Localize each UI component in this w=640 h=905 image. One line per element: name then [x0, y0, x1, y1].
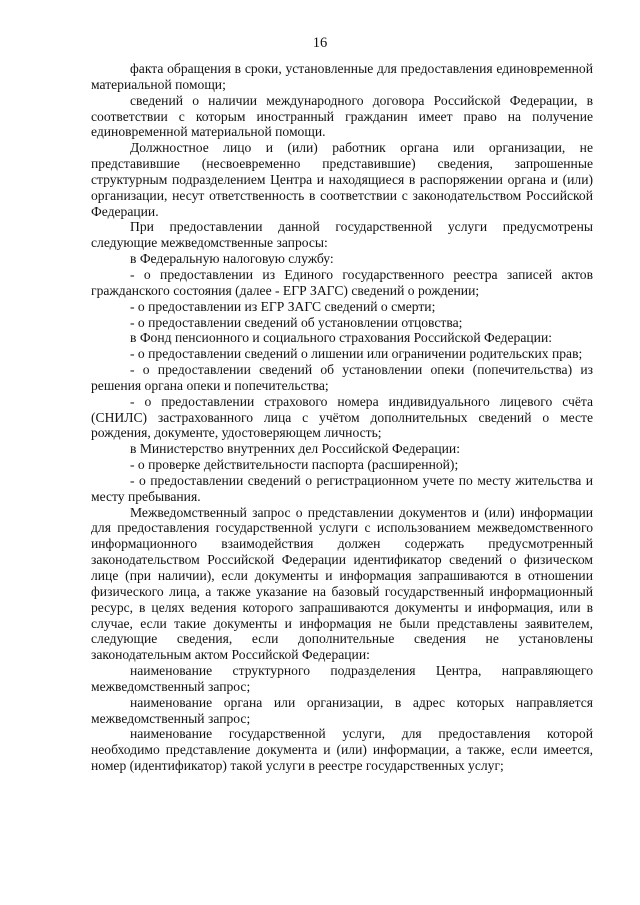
paragraph: наименование органа или организации, в адрес которых направляется межведомственный запрос; — [91, 694, 593, 726]
paragraph: При предоставлении данной государственной услуги предусмотрены следующие межведомственные запросы: — [91, 219, 593, 251]
list-item: - о предоставлении страхового номера индивидуального лицевого счёта (СНИЛС) застрахованного лица с учётом дополнительных сведений о месте рождения, документе, удостоверяющем личность; — [91, 393, 593, 441]
paragraph: Межведомственный запрос о представлении документов и (или) информации для предоставления государственной услуги с использованием межведомственного информационного взаимодействия должен содержать предусмотренный законодательством Российской Федерации идентификатор сведений о физическом лице (при наличии), если документы и информация запрашиваются в отношении физического лица, а также указание на базовый государственный информационный ресурс, в целях ведения которого запрашиваются документы и информация, или в случае, если такие документы и информация не были представлены заявителем, следующие сведения, если дополнительные сведения не установлены законодательным актом Российской Федерации: — [91, 504, 593, 663]
paragraph: наименование государственной услуги, для предоставления которой необходимо представление документа и (или) информации, а также, если имеется, номер (идентификатор) такой услуги в реестре государственных услуг; — [91, 726, 593, 774]
list-item: - о предоставлении из Единого государственного реестра записей актов гражданского состояния (далее - ЕГР ЗАГС) сведений о рождении; — [91, 266, 593, 298]
list-item: - о предоставлении сведений об установлении отцовства; — [130, 314, 463, 330]
paragraph: Должностное лицо и (или) работник органа или организации, не представившие (несвоевременно представившие) сведения, запрошенные структурным подразделением Центра и находящиеся в распоряжении органа и (или) организации, несут ответственность в соответствии с законодательством Российской Федерации. — [91, 140, 593, 219]
document-body — [91, 61, 593, 774]
paragraph: в Федеральную налоговую службу: — [130, 251, 334, 267]
paragraph: в Фонд пенсионного и социального страхования Российской Федерации: — [130, 330, 552, 346]
list-item: - о проверке действительности паспорта (расширенной); — [130, 457, 459, 473]
paragraph: факта обращения в сроки, установленные для предоставления единовременной материальной помощи; — [91, 61, 593, 92]
page-number: 16 — [312, 35, 328, 51]
paragraph: в Министерство внутренних дел Российской Федерации: — [130, 441, 460, 457]
list-item: - о предоставлении из ЕГР ЗАГС сведений о смерти; — [130, 298, 436, 314]
paragraph: наименование структурного подразделения Центра, направляющего межведомственный запрос; — [91, 663, 593, 694]
paragraph: сведений о наличии международного договора Российской Федерации, в соответствии с которым иностранный гражданин имеет право на получение единовременной материальной помощи. — [91, 92, 593, 140]
list-item: - о предоставлении сведений о лишении или ограничении родительских прав; — [130, 346, 583, 362]
list-item: - о предоставлении сведений об установлении опеки (попечительства) из решения органа опеки и попечительства; — [91, 362, 593, 393]
list-item: - о предоставлении сведений о регистрационном учете по месту жительства и месту пребывания. — [91, 472, 593, 504]
